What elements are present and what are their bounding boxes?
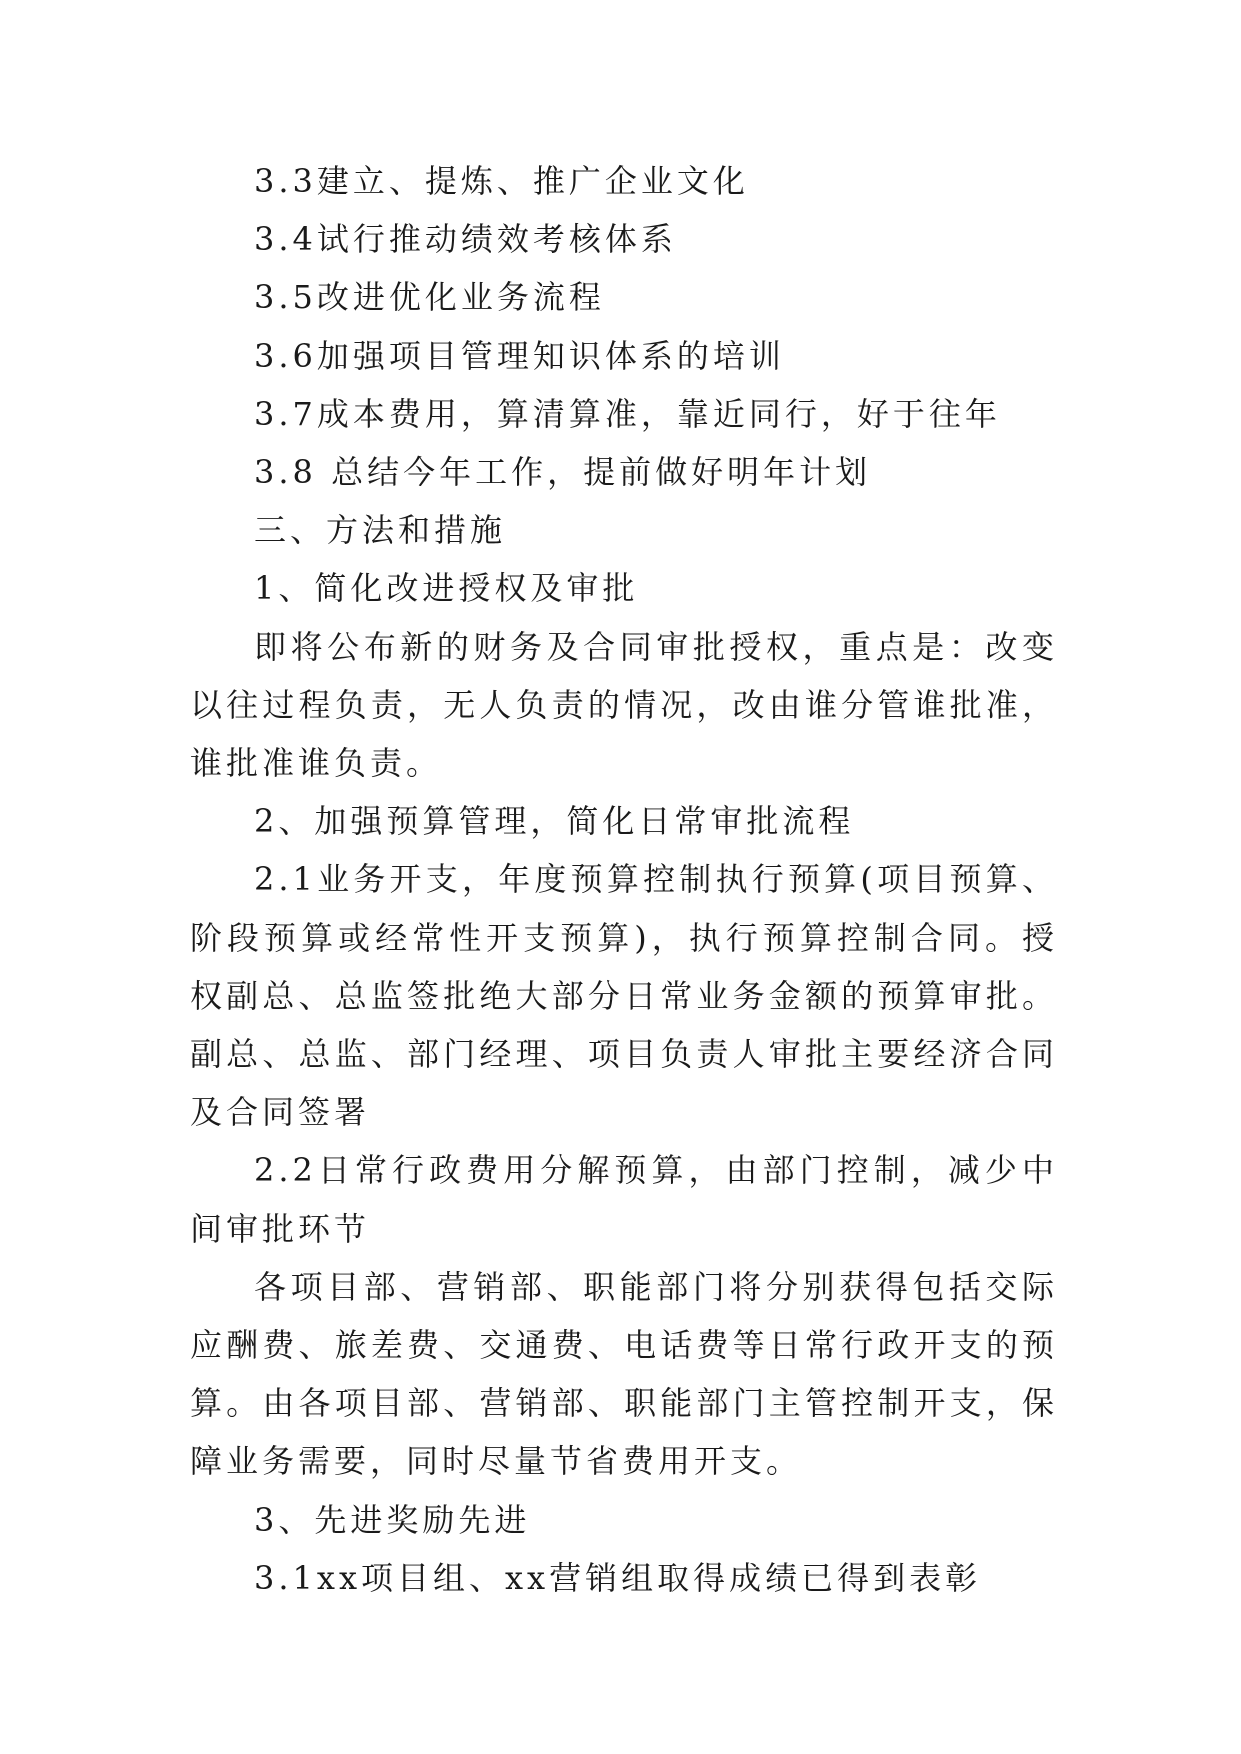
paragraph-3-6: 3.6加强项目管理知识体系的培训 xyxy=(254,336,785,375)
subheading-2: 2、加强预算管理，简化日常审批流程 xyxy=(254,802,855,841)
paragraph-3-4: 3.4试行推动绩效考核体系 xyxy=(254,220,677,259)
subheading-1: 1、简化改进授权及审批 xyxy=(254,569,639,608)
paragraph-departments: 各项目部、营销部、职能部门将分别获得包括交际应酬费、旅差费、交通费、电话费等日常行政开支的预算。由各项目部、营销部、职能部门主管控制开支，保障业务需要，同时尽量节省费用开支。 xyxy=(190,1267,1058,1481)
paragraph-3-5: 3.5改进优化业务流程 xyxy=(254,278,605,317)
paragraph-authorization: 即将公布新的财务及合同审批授权，重点是：改变以往过程负责，无人负责的情况，改由谁分管谁批准，谁批准谁负责。 xyxy=(190,627,1058,783)
document-body xyxy=(190,152,1058,1607)
section-heading-methods: 三、方法和措施 xyxy=(254,511,507,550)
paragraph-3-1: 3.1xx项目组、xx营销组取得成绩已得到表彰 xyxy=(254,1558,982,1597)
paragraph-2-1: 2.1业务开支，年度预算控制执行预算(项目预算、阶段预算或经常性开支预算)，执行预算控制合同。授权副总、总监签批绝大部分日常业务金额的预算审批。副总、总监、部门经理、项目负责人审批主要经济合同及合同签署 xyxy=(190,860,1058,1132)
paragraph-3-7: 3.7成本费用，算清算准，靠近同行，好于往年 xyxy=(254,394,1001,433)
paragraph-3-3: 3.3建立、提炼、推广企业文化 xyxy=(254,162,749,200)
paragraph-3-8: 3.8 总结今年工作，提前做好明年计划 xyxy=(254,453,872,492)
paragraph-2-2: 2.2日常行政费用分解预算，由部门控制，减少中间审批环节 xyxy=(190,1151,1058,1248)
subheading-3: 3、先进奖励先进 xyxy=(254,1500,531,1539)
